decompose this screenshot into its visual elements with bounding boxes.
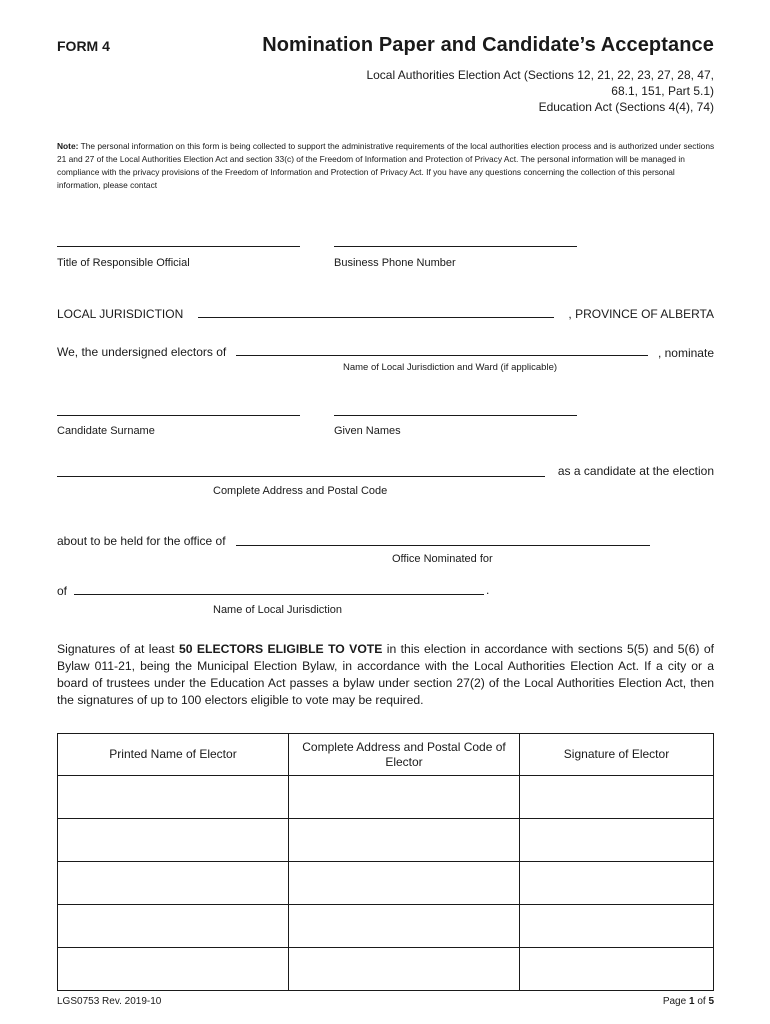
table-row [58, 948, 714, 991]
jurisdiction-ward-caption: Name of Local Jurisdiction and Ward (if applicable) [343, 362, 558, 373]
form-code: LGS0753 Rev. 2019-10 [57, 996, 162, 1007]
note-text: The personal information on this form is being collected to support the administrative requirements of the local authorities election process and is authorized under sections 21 and 27 of the Local Authorities Election Act and section 33(c) of the Freedom of Information and Protection of Privacy Act. The personal information will be managed in compliance with the privacy provisions of the Freedom of Information and Protection of Privacy Act. If you have any questions concerning the collection of this personal information, please contact [57, 141, 715, 190]
period: . [486, 583, 490, 597]
name-jurisdiction-field[interactable] [74, 594, 484, 595]
header-printed-name: Printed Name of Elector [58, 734, 289, 776]
form-number: FORM 4 [57, 38, 110, 54]
address-cell[interactable] [289, 819, 520, 862]
given-names-field[interactable] [334, 415, 577, 416]
page-total: 5 [708, 996, 714, 1007]
province-label: , PROVINCE OF ALBERTA [568, 307, 714, 321]
title-official-label: Title of Responsible Official [57, 257, 190, 269]
printed-name-cell[interactable] [58, 819, 289, 862]
table-row [58, 776, 714, 819]
local-jurisdiction-field[interactable] [198, 317, 554, 318]
address-cell[interactable] [289, 862, 520, 905]
printed-name-cell[interactable] [58, 862, 289, 905]
electors-table [57, 733, 714, 991]
signature-cell[interactable] [520, 776, 714, 819]
printed-name-cell[interactable] [58, 776, 289, 819]
electors-of-label: We, the undersigned electors of [57, 345, 227, 359]
title-official-field[interactable] [57, 246, 300, 247]
table-row [58, 819, 714, 862]
signatures-bold: 50 ELECTORS ELIGIBLE TO VOTE [178, 642, 383, 656]
business-phone-label: Business Phone Number [334, 257, 456, 269]
signatures-paragraph [57, 641, 714, 709]
address-cell[interactable] [289, 776, 520, 819]
page-current: 1 [688, 996, 695, 1007]
signatures-intro: Signatures of at least [57, 642, 175, 656]
signature-cell[interactable] [520, 948, 714, 991]
complete-address-caption: Complete Address and Postal Code [213, 485, 388, 497]
signature-cell[interactable] [520, 905, 714, 948]
name-jurisdiction-caption: Name of Local Jurisdiction [213, 604, 343, 616]
note-label: Note: [57, 141, 79, 151]
page-title: Nomination Paper and Candidate’s Acceptance [262, 34, 714, 56]
privacy-note [57, 140, 717, 192]
given-names-label: Given Names [334, 425, 401, 437]
act-line: Education Act (Sections 4(4), 74) [538, 100, 714, 114]
page-of: of [697, 996, 706, 1007]
office-field[interactable] [236, 545, 650, 546]
printed-name-cell[interactable] [58, 905, 289, 948]
act-references [366, 67, 714, 115]
act-line: Local Authorities Election Act (Sections 12, 21, 22, 23, 27, 28, 47, [366, 68, 714, 82]
signature-cell[interactable] [520, 862, 714, 905]
page-prefix: Page [662, 996, 687, 1007]
printed-name-cell[interactable] [58, 948, 289, 991]
nominate-label: , nominate [657, 346, 714, 360]
candidate-surname-field[interactable] [57, 415, 300, 416]
header-address: Complete Address and Postal Code of Elector [289, 734, 520, 776]
of-label: of [57, 584, 68, 598]
page-indicator [663, 996, 714, 1007]
candidate-address-field[interactable] [57, 476, 545, 477]
address-cell[interactable] [289, 948, 520, 991]
act-line: 68.1, 151, Part 5.1) [611, 84, 714, 98]
header-signature: Signature of Elector [520, 734, 714, 776]
business-phone-field[interactable] [334, 246, 577, 247]
candidate-surname-label: Candidate Surname [57, 425, 155, 437]
signature-cell[interactable] [520, 819, 714, 862]
electors-of-field[interactable] [236, 355, 648, 356]
candidate-at-election-label: as a candidate at the election [557, 464, 714, 478]
office-nominated-caption: Office Nominated for [392, 553, 493, 565]
table-row [58, 862, 714, 905]
address-cell[interactable] [289, 905, 520, 948]
table-row [58, 905, 714, 948]
local-jurisdiction-label: LOCAL JURISDICTION [57, 307, 184, 321]
office-of-label: about to be held for the office of [57, 534, 226, 548]
table-header-row [58, 734, 714, 776]
signatures-rest: in this election in accordance with sections 5(5) and 5(6) of Bylaw 011-21, being the Municipal Election Bylaw, in accordance with the Local Authorities Election Act. If a city or a board of trustees under the Education Act passes a bylaw under section 27(2) of the Local Authorities Election Act, then the signatures of up to 100 electors eligible to vote may be required. [57, 642, 715, 707]
